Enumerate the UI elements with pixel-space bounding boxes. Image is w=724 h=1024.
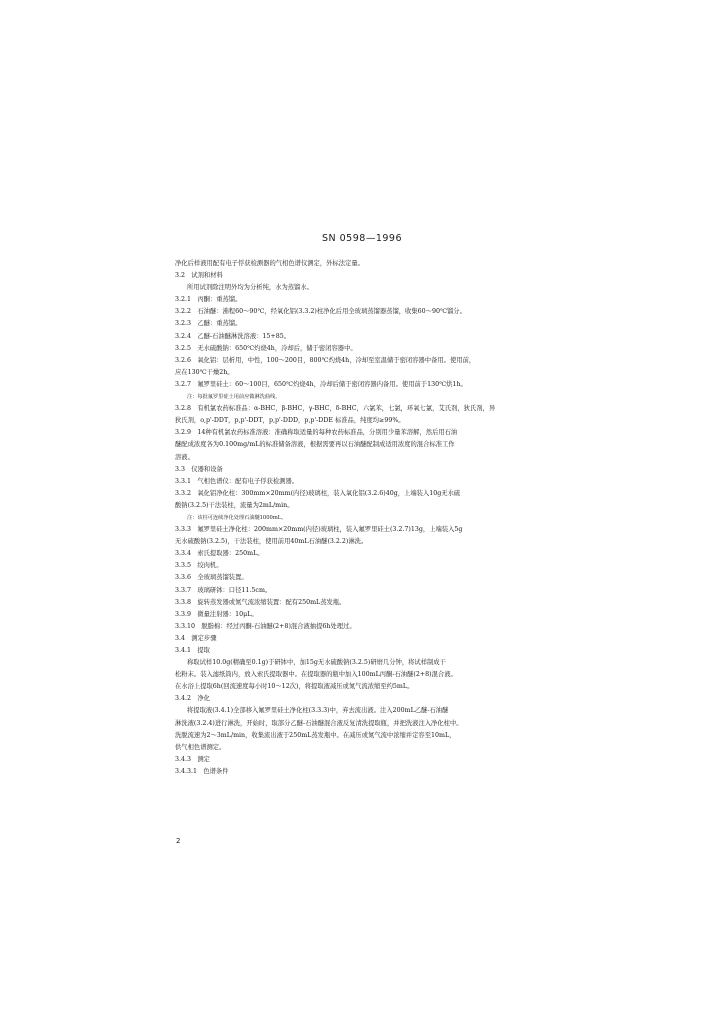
text-line: 3.2.9 14种有机氯农药标准溶液：准确称取适量的每种农药标准品，分别用少量苯溶解，然后用石油 <box>175 429 458 437</box>
text-line: 应在130℃干燥2h。 <box>175 368 234 376</box>
text-line: 3.3.6 全玻璃蒸馏装置。 <box>175 574 248 582</box>
text-line: 供气相色谱测定。 <box>175 743 226 751</box>
text-line: 3.4.3.1 色谱条件 <box>175 767 229 775</box>
note-line: 注：每批氟罗里硅土用前应做淋洗曲线。 <box>187 394 281 401</box>
text-line: 醚配成浓度各为0.100mg/mL的标准储备溶液，根据需要再以石油醚配制成适用浓度的混合标准工作 <box>175 441 455 449</box>
text-line: 3.3.8 旋转蒸发器或氮气流浓缩装置：配有250mL蒸发瓶。 <box>175 598 346 606</box>
text-line: 3.3.1 气相色谱仪：配有电子俘获检测器。 <box>175 477 299 485</box>
text-line: 净化后样液用配有电子俘获检测器的气相色谱仪测定，外标法定量。 <box>175 260 364 267</box>
body-text <box>175 258 560 778</box>
text-line: 3.4.2 净化 <box>175 695 210 703</box>
text-line: 溶液。 <box>175 453 194 461</box>
text-line: 3.4.1 提取 <box>175 647 210 654</box>
text-line: 3.2.4 乙醚-石油醚淋洗溶液：15+85。 <box>175 332 291 340</box>
text-line: 3.3 仪器和设备 <box>175 465 223 473</box>
text-line: 3.2.1 丙酮：重蒸馏。 <box>175 296 242 304</box>
text-line: 3.2 试剂和材料 <box>175 272 223 280</box>
text-line: 3.3.10 脱脂棉：经过丙酮-石油醚(2+8)混合液抽提6h处理过。 <box>175 622 356 630</box>
text-line: 在水浴上提取6h(回流速度每小时10～12次)，将提取液减压或氮气流浓缩至约5mL。 <box>175 683 414 691</box>
text-line: 3.3.7 玻璃研钵：口径11.5cm。 <box>175 586 272 594</box>
text-line: 3.3.3 氟罗里硅土净化柱：200mm×20mm(内径)玻璃柱，装入氟罗里硅土(3.2.7)13g，上端装入5g <box>175 526 463 534</box>
text-line: 称取试样10.0g(精确至0.1g)于研钵中，加15g无水硫酸钠(3.2.5)研磨几分钟，将试样制成干 <box>187 659 446 667</box>
text-line: 3.3.2 氧化铝净化柱：300mm×20mm(内径)玻璃柱，装入氧化铝(3.2.6)40g，上端装入10g无水硫 <box>175 489 461 497</box>
text-line: 将提取液(3.4.1)全部移入氟罗里硅土净化柱(3.3.3)中，弃去流出液。注入200mL乙醚-石油醚 <box>187 707 449 715</box>
text-line: 3.2.2 石油醚：沸程60～90℃，经氧化铝(3.3.2)柱净化后用全玻璃蒸馏器蒸馏，收集60～90℃馏分。 <box>175 308 466 316</box>
text-line: 无水硫酸钠(3.2.5)，干法装柱，使用前用40mL石油醚(3.2.2)淋洗。 <box>175 538 368 546</box>
text-line: 3.3.9 微量注射器：10μL。 <box>175 610 258 618</box>
text-line: 所用试剂除注明外均为分析纯，水为蒸馏水。 <box>187 284 313 292</box>
text-line: 3.3.5 绞肉机。 <box>175 562 223 570</box>
text-line: 3.3.4 索氏提取器：250mL。 <box>175 550 264 558</box>
text-line: 松粉末。装入滤纸筒内，放入索氏提取器中。在提取器的瓶中加入100mL丙酮-石油醚(2+8)混合液。 <box>175 671 457 679</box>
text-line: 洗脱流速为2～3mL/min，收集流出液于250mL蒸发瓶中。在减压或氮气流中浓缩并定容至10mL， <box>175 731 456 739</box>
text-line: 淋洗液(3.2.4)进行淋洗，开始时，取部分乙醚-石油醚混合液反复清洗提取瓶，并把洗液注入净化柱中。 <box>175 719 463 727</box>
note-line: 注：该柱可连续净化处理石油醚1000mL。 <box>187 514 287 521</box>
text-line: 3.4.3 测定 <box>175 755 210 763</box>
text-line: 狄氏剂，o,p'-DDT，p,p'-DDT，p,p'-DDD，p,p'-DDE 标准品，纯度均≥99%。 <box>175 417 405 425</box>
text-line: 3.2.5 无水硫酸钠：650℃灼烧4h，冷却后，储于密闭容器中。 <box>175 344 357 352</box>
text-line: 酸钠(3.2.5)干法装柱，流量为2mL/min。 <box>175 501 294 509</box>
text-line: 3.4 测定步骤 <box>175 634 217 642</box>
text-line: 3.2.6 氧化铝：层析用，中性，100～200目，800℃灼烧4h，冷却至室温储于密闭容器中备用。使用前， <box>175 356 476 364</box>
standard-header: SN 0598—1996 <box>321 233 402 244</box>
text-line: 3.2.7 氟罗里硅土：60～100目，650℃灼烧4h，冷却后储于密闭容器内备用。使用前于130℃烘1h。 <box>175 380 467 388</box>
text-line: 3.2.3 乙醚：重蒸馏。 <box>175 320 242 328</box>
page-number: 2 <box>176 837 181 845</box>
text-line: 3.2.8 有机氯农药标准品：α-BHC，β-BHC，γ-BHC，δ-BHC，六氯苯，七氯，环氧七氯，艾氏剂，狄氏剂，异 <box>175 405 496 413</box>
